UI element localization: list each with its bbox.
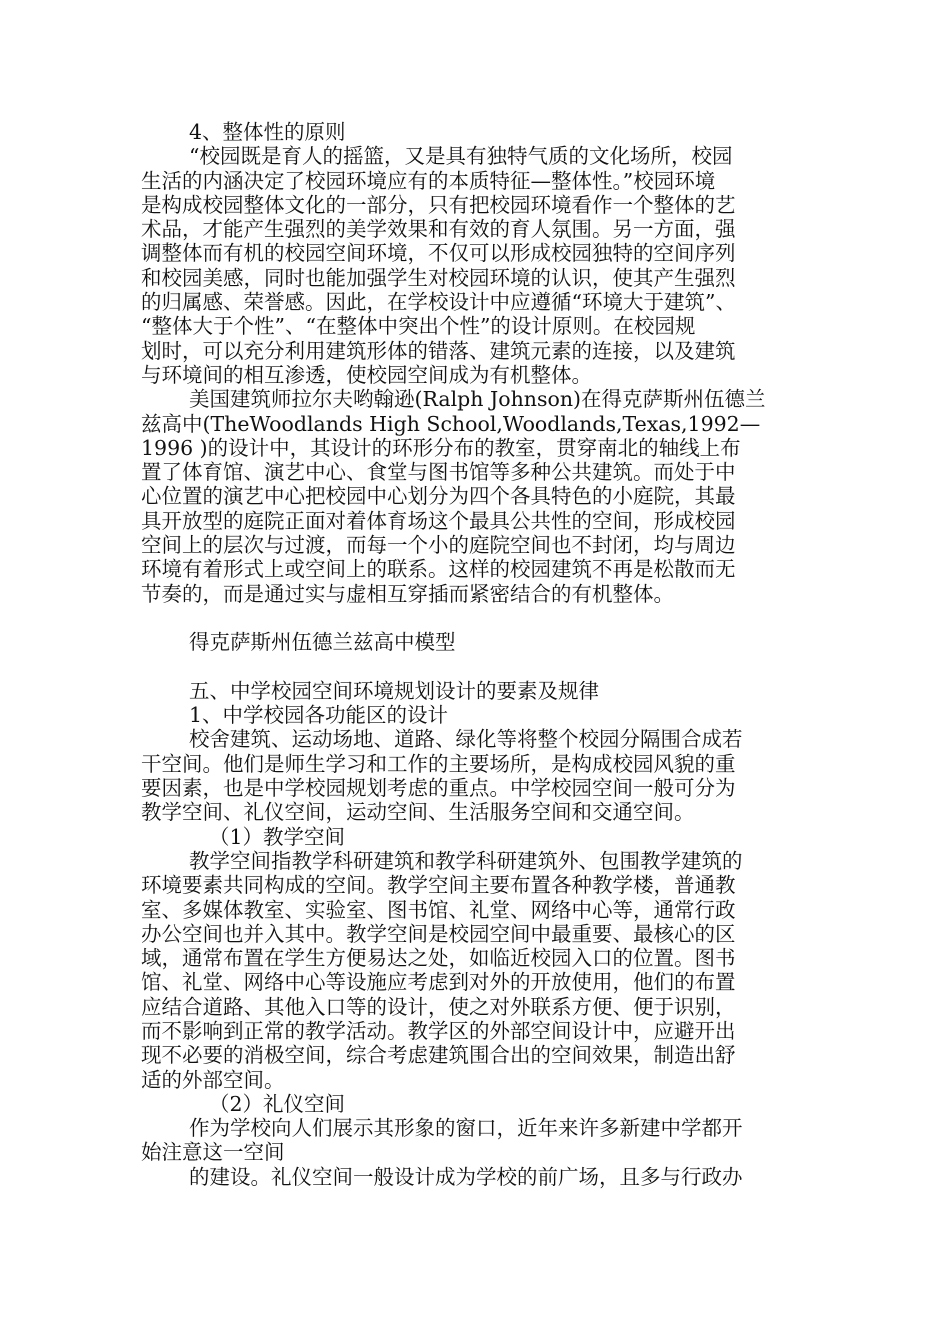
text-line: 划时，可以充分利用建筑形体的错落、建筑元素的连接，以及建筑 (141, 338, 736, 363)
text-line: 1996 )的设计中，其设计的环形分布的教室，贯穿南北的轴线上布 (141, 435, 741, 460)
text-line: 调整体而有机的校园空间环境，不仅可以形成校园独特的空间序列 (141, 241, 736, 266)
text-line: 适的外部空间。 (141, 1067, 285, 1092)
text-line: 干空间。他们是师生学习和工作的主要场所，是构成校园风貌的重 (141, 751, 736, 776)
text-line: 术品，才能产生强烈的美学效果和有效的育人氛围。另一方面，强 (141, 217, 736, 242)
text-line: 应结合道路、其他入口等的设计，使之对外联系方便、便于识别， (141, 994, 736, 1019)
document-page (141, 120, 801, 1189)
text-line: “校园既是育人的摇篮，又是具有独特气质的文化场所，校园 (189, 144, 733, 169)
blank-line (141, 655, 801, 679)
text-line: （1）教学空间 (209, 824, 346, 849)
text-line: 美国建筑师拉尔夫哟翰逊(Ralph Johnson)在得克萨斯州伍德兰 (189, 387, 766, 412)
text-line: （2）礼仪空间 (209, 1091, 346, 1116)
text-line: 环境有着形式上或空间上的联系。这样的校园建筑不再是松散而无 (141, 557, 736, 582)
text-line: 兹高中(TheWoodlands High School,Woodlands,Texas,1992— (141, 411, 761, 436)
text-line: 室、多媒体教室、实验室、图书馆、礼堂、网络中心等，通常行政 (141, 897, 736, 922)
text-line: 置了体育馆、演艺中心、食堂与图书馆等多种公共建筑。而处于中 (141, 460, 736, 485)
text-line: 要因素，也是中学校园规划考虑的重点。中学校园空间一般可分为 (141, 776, 736, 801)
text-line: 五、中学校园空间环境规划设计的要素及规律 (189, 678, 599, 703)
text-line: 心位置的演艺中心把校园中心划分为四个各具特色的小庭院，其最 (141, 484, 736, 509)
text-line: 与环境间的相互渗透，使校园空间成为有机整体。 (141, 362, 592, 387)
text-line: 4、整体性的原则 (189, 120, 346, 144)
text-line: 节奏的，而是通过实与虚相互穿插而紧密结合的有机整体。 (141, 581, 674, 606)
text-line: 馆、礼堂、网络中心等设施应考虑到对外的开放使用，他们的布置 (141, 970, 736, 995)
text-line: 空间上的层次与过渡，而每一个小的庭院空间也不封闭，均与周边 (141, 533, 736, 558)
blank-line (141, 606, 801, 630)
text-line: 现不必要的消极空间，综合考虑建筑围合出的空间效果，制造出舒 (141, 1043, 736, 1068)
text-line: 教学空间、礼仪空间，运动空间、生活服务空间和交通空间。 (141, 800, 695, 825)
text-line: 得克萨斯州伍德兰兹高中模型 (189, 630, 456, 655)
text-line: 的归属感、荣誉感。因此，在学校设计中应遵循“环境大于建筑”、 (141, 290, 736, 315)
text-line: “整体大于个性”、“在整体中突出个性”的设计原则。在校园规 (141, 314, 696, 339)
text-line: 环境要素共同构成的空间。教学空间主要布置各种教学楼，普通教 (141, 873, 736, 898)
text-line: 办公空间也并入其中。教学空间是校园空间中最重要、最核心的区 (141, 921, 736, 946)
text-line: 生活的内涵决定了校园环境应有的本质特征—整体性。”校园环境 (141, 168, 716, 193)
text-line: 校舍建筑、运动场地、道路、绿化等将整个校园分隔围合成若 (189, 727, 743, 752)
text-line: 始注意这一空间 (141, 1140, 285, 1165)
text-line: 和校园美感，同时也能加强学生对校园环境的认识，使其产生强烈 (141, 265, 736, 290)
text-line: 域，通常布置在学生方便易达之处，如临近校园入口的位置。图书 (141, 946, 736, 971)
text-line: 是构成校园整体文化的一部分，只有把校园环境看作一个整体的艺 (141, 192, 736, 217)
text-line: 的建设。礼仪空间一般设计成为学校的前广场，且多与行政办 (189, 1164, 743, 1189)
text-line: 而不影响到正常的教学活动。教学区的外部空间设计中，应避开出 (141, 1018, 736, 1043)
text-line: 教学空间指教学科研建筑和教学科研建筑外、包围教学建筑的 (189, 848, 743, 873)
text-line: 具开放型的庭院正面对着体育场这个最具公共性的空间，形成校园 (141, 508, 736, 533)
text-line: 作为学校向人们展示其形象的窗口，近年来许多新建中学都开 (189, 1116, 743, 1141)
text-line: 1、中学校园各功能区的设计 (189, 703, 449, 728)
